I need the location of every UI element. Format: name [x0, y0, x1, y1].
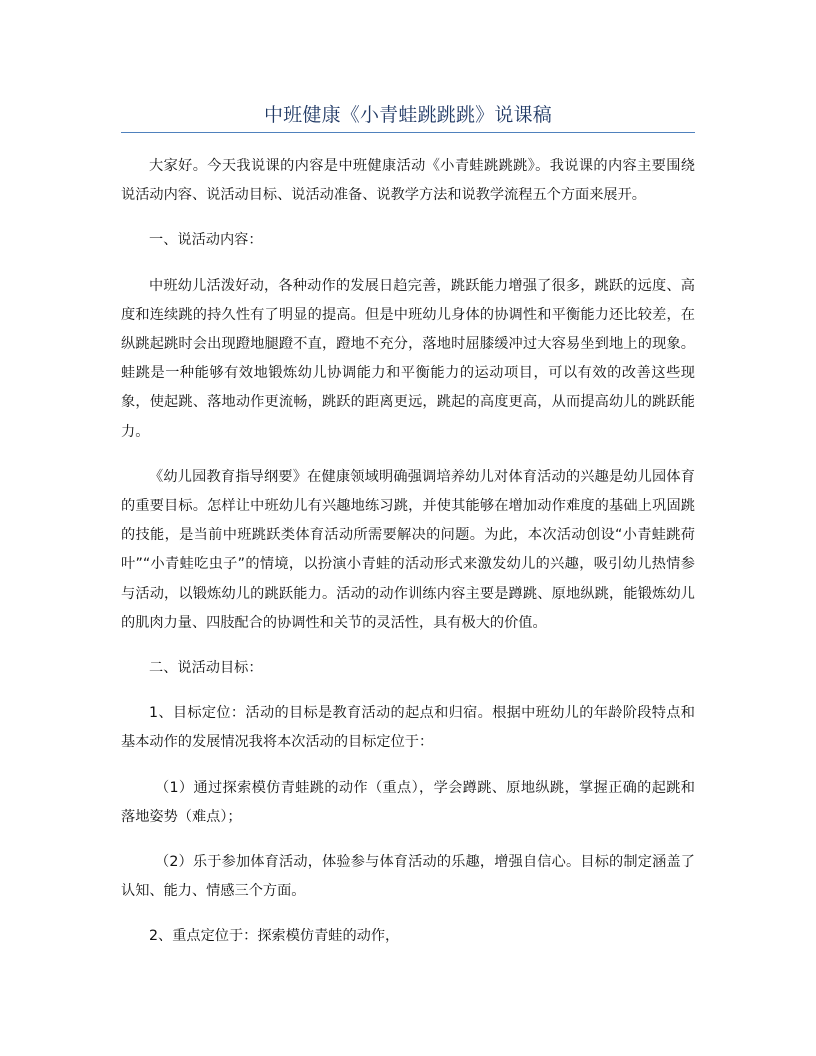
title-underline [121, 132, 695, 133]
paragraph-goal-1: （1）通过探索模仿青蛙跳的动作（重点），学会蹲跳、原地纵跳，掌握正确的起跳和落地姿势（难点）； [121, 779, 695, 825]
paragraph-guideline: 《幼儿园教育指导纲要》在健康领域明确强调培养幼儿对体育活动的兴趣是幼儿园体育的重要目标。怎样让中班幼儿有兴趣地练习跳，并使其能够在增加动作难度的基础上巩固跳的技能，是当前中班跳跃类体育活动所需要解决的问题。为此，本次活动创设“小青蛙跳荷叶”“小青蛙吃虫子”的情境，以扮演小青蛙的活动形式来激发幼儿的兴趣，吸引幼儿热情参与活动，以锻炼幼儿的跳跃能力。活动的动作训练内容主要是蹲跳、原地纵跳，能锻炼幼儿的肌肉力量、四肢配合的协调性和关节的灵活性，具有极大的价值。 [121, 468, 695, 631]
paragraph-activity-content: 中班幼儿活泼好动，各种动作的发展日趋完善，跳跃能力增强了很多，跳跃的远度、高度和连续跳的持久性有了明显的提高。但是中班幼儿身体的协调性和平衡能力还比较差，在纵跳起跳时会出现蹬地腿蹬不直，蹬地不充分，落地时屈膝缓冲过大容易坐到地上的现象。蛙跳是一种能够有效地锻炼幼儿协调能力和平衡能力的运动项目，可以有效的改善这些现象，使起跳、落地动作更流畅，跳跃的距离更远，跳起的高度更高，从而提高幼儿的跳跃能力。 [121, 277, 695, 440]
document-title: 中班健康《小青蛙跳跳跳》说课稿 [263, 104, 552, 126]
document-page [121, 0, 695, 1056]
paragraph-key-point: 2、重点定位于：探索模仿青蛙的动作， [149, 928, 400, 945]
heading-activity-goals: 二、说活动目标： [149, 660, 263, 677]
paragraph-goal-positioning: 1、目标定位：活动的目标是教育活动的起点和归宿。根据中班幼儿的年龄阶段特点和基本动作的发展情况我将本次活动的目标定位于： [121, 705, 695, 751]
heading-activity-content: 一、说活动内容： [149, 232, 263, 249]
paragraph-intro: 大家好。今天我说课的内容是中班健康活动《小青蛙跳跳跳》。我说课的内容主要围绕说活动内容、说活动目标、说活动准备、说教学方法和说教学流程五个方面来展开。 [121, 158, 695, 204]
paragraph-goal-2: （2）乐于参加体育活动，体验参与体育活动的乐趣，增强自信心。目标的制定涵盖了认知、能力、情感三个方面。 [121, 854, 695, 900]
document-body [121, 152, 695, 952]
